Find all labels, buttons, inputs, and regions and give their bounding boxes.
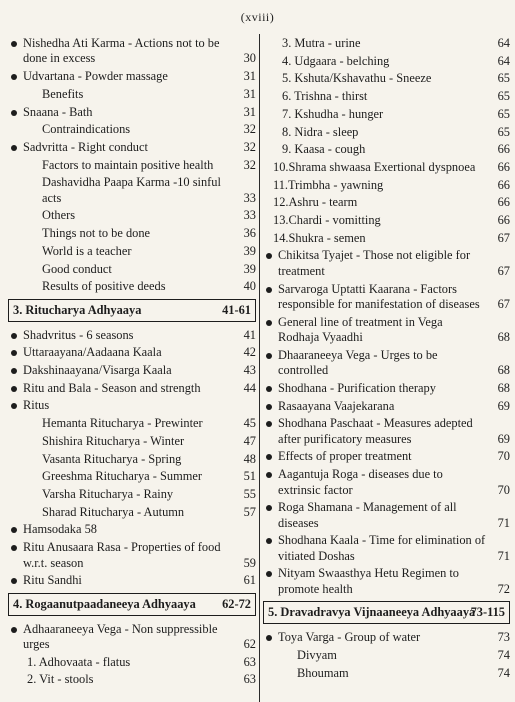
toc-entry-title: 12.Ashru - tearm — [273, 195, 358, 210]
toc-entry — [263, 142, 510, 157]
toc-entry — [8, 87, 256, 102]
toc-entry — [8, 398, 256, 413]
toc-entry — [263, 231, 510, 246]
toc-entry-title: 9. Kaasa - cough — [282, 142, 366, 157]
toc-entry-page: 66 — [497, 213, 510, 228]
toc-entry — [263, 160, 510, 175]
toc-entry-title: 5. Kshuta/Kshavathu - Sneeze — [282, 71, 432, 86]
toc-entry-page: 57 — [243, 504, 256, 519]
toc-entry-page: 66 — [497, 177, 510, 192]
toc-entry-page: 32 — [243, 122, 256, 137]
toc-entry-title: 8. Nidra - sleep — [282, 124, 359, 139]
toc-entry-page: 63 — [243, 672, 256, 687]
toc-entry-page: 41-61 — [222, 302, 251, 317]
toc-entry-title: Snaana - Bath — [23, 104, 93, 119]
toc-entry — [8, 573, 256, 588]
toc-entry-page: 36 — [243, 226, 256, 241]
toc-entry — [8, 672, 256, 687]
toc-entry — [8, 540, 256, 571]
toc-entry-page: 67 — [497, 263, 510, 278]
toc-entry-title: World is a teacher — [42, 243, 132, 258]
toc-entry — [263, 178, 510, 193]
page-number: (xviii) — [240, 10, 275, 24]
toc-entry-page: 63 — [243, 654, 256, 669]
toc-entry-title: Vasanta Ritucharya - Spring — [42, 451, 182, 466]
toc-entry — [8, 416, 256, 431]
toc-entry-page: 64 — [497, 53, 510, 68]
toc-entry-page: 74 — [497, 647, 510, 662]
toc-entry-page: 31 — [243, 104, 256, 119]
toc-entry-page: 67 — [497, 296, 510, 311]
toc-entry-page: 33 — [243, 190, 256, 205]
toc-entry-page: 67 — [497, 230, 510, 245]
toc-entry — [263, 449, 510, 464]
toc-entry-title: Contraindications — [42, 122, 131, 137]
toc-entry — [263, 666, 510, 681]
toc-entry-title: Rasaayana Vaajekarana — [278, 398, 395, 413]
toc-entry — [8, 345, 256, 360]
toc-entry-title: Shishira Ritucharya - Winter — [42, 433, 185, 448]
toc-entry-page: 31 — [243, 69, 256, 84]
toc-entry — [263, 648, 510, 663]
toc-entry — [8, 262, 256, 277]
toc-entry-title: Benefits — [42, 86, 84, 101]
toc-entry — [263, 533, 510, 564]
toc-entry-title: Greeshma Ritucharya - Summer — [42, 469, 202, 484]
toc-left-column — [8, 36, 256, 690]
toc-entry-page: 69 — [497, 398, 510, 413]
toc-entry — [263, 107, 510, 122]
toc-entry-page: 71 — [497, 515, 510, 530]
toc-entry-page: 71 — [497, 548, 510, 563]
toc-entry-page: 39 — [243, 243, 256, 258]
toc-entry-page: 68 — [497, 380, 510, 395]
toc-entry — [263, 54, 510, 69]
toc-entry-page: 43 — [243, 363, 256, 378]
toc-entry-page: 39 — [243, 261, 256, 276]
toc-entry-page: 42 — [243, 345, 256, 360]
toc-entry-page: 65 — [497, 71, 510, 86]
toc-entry-title: Dhaaraneeya Vega - Urges to be controlled — [278, 347, 438, 378]
toc-entry-title: Ritus — [23, 398, 50, 413]
toc-entry — [263, 89, 510, 104]
toc-entry-title: Shodhana - Purification therapy — [278, 380, 436, 395]
toc-entry-title: Divyam — [297, 647, 337, 662]
toc-entry-page: 65 — [497, 89, 510, 104]
chapter-heading — [8, 593, 256, 616]
toc-entry-title: Hamsodaka 58 — [23, 522, 97, 537]
toc-entry — [263, 125, 510, 140]
toc-entry — [263, 500, 510, 531]
toc-entry-page: 59 — [243, 555, 256, 570]
toc-entry-page: 41 — [243, 327, 256, 342]
toc-entry-page: 64 — [497, 36, 510, 50]
toc-entry-page: 62 — [243, 637, 256, 652]
toc-entry-title: 2. Vit - stools — [27, 672, 94, 687]
toc-entry-page: 33 — [243, 208, 256, 223]
toc-entry — [8, 36, 256, 67]
toc-entry-title: 3. Mutra - urine — [282, 36, 361, 50]
toc-entry-page: 47 — [243, 433, 256, 448]
toc-entry-title: 6. Trishna - thirst — [282, 89, 368, 104]
toc-entry — [263, 399, 510, 414]
toc-entry — [8, 279, 256, 294]
toc-entry-page: 68 — [497, 330, 510, 345]
toc-entry-title: Nishedha Ati Karma - Actions not to be done in excess — [23, 36, 220, 66]
toc-entry-title: Bhoumam — [297, 665, 349, 680]
toc-entry — [263, 381, 510, 396]
toc-entry — [8, 105, 256, 120]
toc-entry — [8, 69, 256, 84]
toc-entry-page: 32 — [243, 139, 256, 154]
toc-entry — [263, 348, 510, 379]
toc-entry — [263, 315, 510, 346]
toc-entry — [8, 226, 256, 241]
toc-entry-page: 30 — [243, 51, 256, 66]
toc-entry-title: Sadvritta - Right conduct — [23, 139, 148, 154]
toc-entry — [263, 71, 510, 86]
toc-entry-title: Shadvritus - 6 seasons — [23, 327, 134, 342]
toc-entry — [263, 248, 510, 279]
toc-entry-title: 4. Udgaara - belching — [282, 53, 390, 68]
toc-entry-page: 65 — [497, 106, 510, 121]
toc-entry-title: Results of positive deeds — [42, 279, 166, 294]
toc-entry — [8, 158, 256, 173]
toc-entry-title: Nityam Swaasthya Hetu Regimen to promote health — [278, 566, 460, 596]
toc-entry-page: 70 — [497, 449, 510, 464]
toc-entry-page: 44 — [243, 380, 256, 395]
toc-entry-page: 74 — [497, 665, 510, 680]
toc-entry-title: Roga Shamana - Management of all diseases — [278, 500, 457, 530]
toc-entry-title: Chikitsa Tyajet - Those not eligible for treatment — [278, 248, 471, 278]
toc-entry-page: 66 — [497, 195, 510, 210]
toc-entry — [8, 469, 256, 484]
toc-entry-title: Sarvaroga Uptatti Kaarana - Factors responsible for manifestation of diseases — [278, 281, 480, 311]
toc-entry-title: 10.Shrama shwaasa Exertional dyspnoea — [273, 159, 476, 174]
toc-entry-page: 68 — [497, 363, 510, 378]
toc-entry-page: 31 — [243, 86, 256, 101]
toc-entry-title: Dakshinaayana/Visarga Kaala — [23, 363, 172, 378]
toc-entry — [8, 244, 256, 259]
toc-entry — [263, 195, 510, 210]
toc-entry-title: Dashavidha Paapa Karma -10 sinful acts — [42, 175, 221, 205]
toc-entry-title: Good conduct — [42, 261, 112, 276]
toc-entry — [263, 213, 510, 228]
toc-right-column — [263, 36, 510, 683]
toc-entry — [8, 208, 256, 223]
toc-entry-title: Factors to maintain positive health — [42, 157, 214, 172]
toc-entry-title: Varsha Ritucharya - Rainy — [42, 486, 174, 501]
toc-entry-page: 55 — [243, 486, 256, 501]
toc-entry — [8, 122, 256, 137]
toc-entry-title: 7. Kshudha - hunger — [282, 106, 384, 121]
toc-entry-title: 13.Chardi - vomitting — [273, 213, 381, 228]
toc-entry — [263, 282, 510, 313]
toc-entry-title: Ritu Anusaara Rasa - Properties of food w.r.t. season — [23, 540, 221, 570]
toc-entry — [8, 381, 256, 396]
toc-entry-page: 51 — [243, 469, 256, 484]
toc-entry-title: Effects of proper treatment — [278, 449, 412, 464]
toc-entry — [8, 622, 256, 653]
toc-entry-page: 45 — [243, 416, 256, 431]
toc-entry — [263, 416, 510, 447]
toc-entry-title: 4. Rogaanutpaadaneeya Adhyaaya — [13, 596, 196, 611]
toc-entry — [263, 630, 510, 645]
toc-entry-page: 70 — [497, 482, 510, 497]
chapter-heading — [8, 299, 256, 322]
toc-entry-page: 32 — [243, 157, 256, 172]
toc-entry-title: 1. Adhovaata - flatus — [27, 654, 131, 669]
toc-entry — [8, 140, 256, 155]
toc-entry — [263, 566, 510, 597]
chapter-heading — [263, 601, 510, 624]
toc-entry-title: Uttaraayana/Aadaana Kaala — [23, 345, 162, 360]
toc-entry-page: 40 — [243, 279, 256, 294]
toc-entry — [8, 363, 256, 378]
toc-entry — [8, 522, 256, 537]
toc-entry-title: Things not to be done — [42, 226, 151, 241]
toc-entry-title: Shodhana Paschaat - Measures adepted after purificatory measures — [278, 416, 473, 446]
toc-entry-page: 66 — [497, 142, 510, 157]
toc-entry-title: 5. Dravadravya Vijnaaneeya Adhyaaya — [268, 605, 476, 620]
toc-entry-page: 48 — [243, 451, 256, 466]
toc-entry-page: 73-115 — [470, 605, 505, 620]
toc-entry-title: Toya Varga - Group of water — [278, 630, 421, 645]
toc-entry-title: 3. Ritucharya Adhyaaya — [13, 302, 142, 317]
toc-entry-title: Shodhana Kaala - Time for elimination of vitiated Doshas — [278, 533, 486, 563]
toc-entry — [8, 487, 256, 502]
toc-entry — [8, 328, 256, 343]
toc-entry — [8, 434, 256, 449]
toc-entry-title: General line of treatment in Vega Rodhaja Vyaadhi — [278, 314, 443, 345]
column-divider — [259, 34, 260, 702]
toc-entry-title: Adhaaraneeya Vega - Non suppressible urges — [23, 621, 218, 652]
toc-entry-page: 73 — [497, 630, 510, 645]
toc-entry-title: Hemanta Ritucharya - Prewinter — [42, 416, 203, 431]
toc-entry-title: 14.Shukra - semen — [273, 230, 366, 245]
toc-entry — [8, 655, 256, 670]
toc-entry — [8, 452, 256, 467]
toc-entry-title: Aagantuja Roga - diseases due to extrinsic factor — [278, 467, 443, 497]
toc-entry-page: 72 — [497, 581, 510, 596]
toc-entry-page: 69 — [497, 431, 510, 446]
toc-entry-title: Sharad Ritucharya - Autumn — [42, 504, 185, 519]
toc-entry-page: 65 — [497, 124, 510, 139]
toc-entry-title: Ritu Sandhi — [23, 573, 82, 588]
toc-entry-page: 66 — [497, 159, 510, 174]
toc-entry-title: Udvartana - Powder massage — [23, 69, 168, 84]
toc-entry-title: 11.Trimbha - yawning — [273, 177, 384, 192]
toc-entry-page: 62-72 — [222, 596, 251, 611]
toc-entry — [263, 36, 510, 51]
toc-entry — [8, 175, 256, 206]
toc-entry-title: Ritu and Bala - Season and strength — [23, 380, 201, 395]
toc-entry-page: 61 — [243, 573, 256, 588]
toc-entry — [263, 467, 510, 498]
toc-entry-title: Others — [42, 208, 76, 223]
toc-entry — [8, 505, 256, 520]
